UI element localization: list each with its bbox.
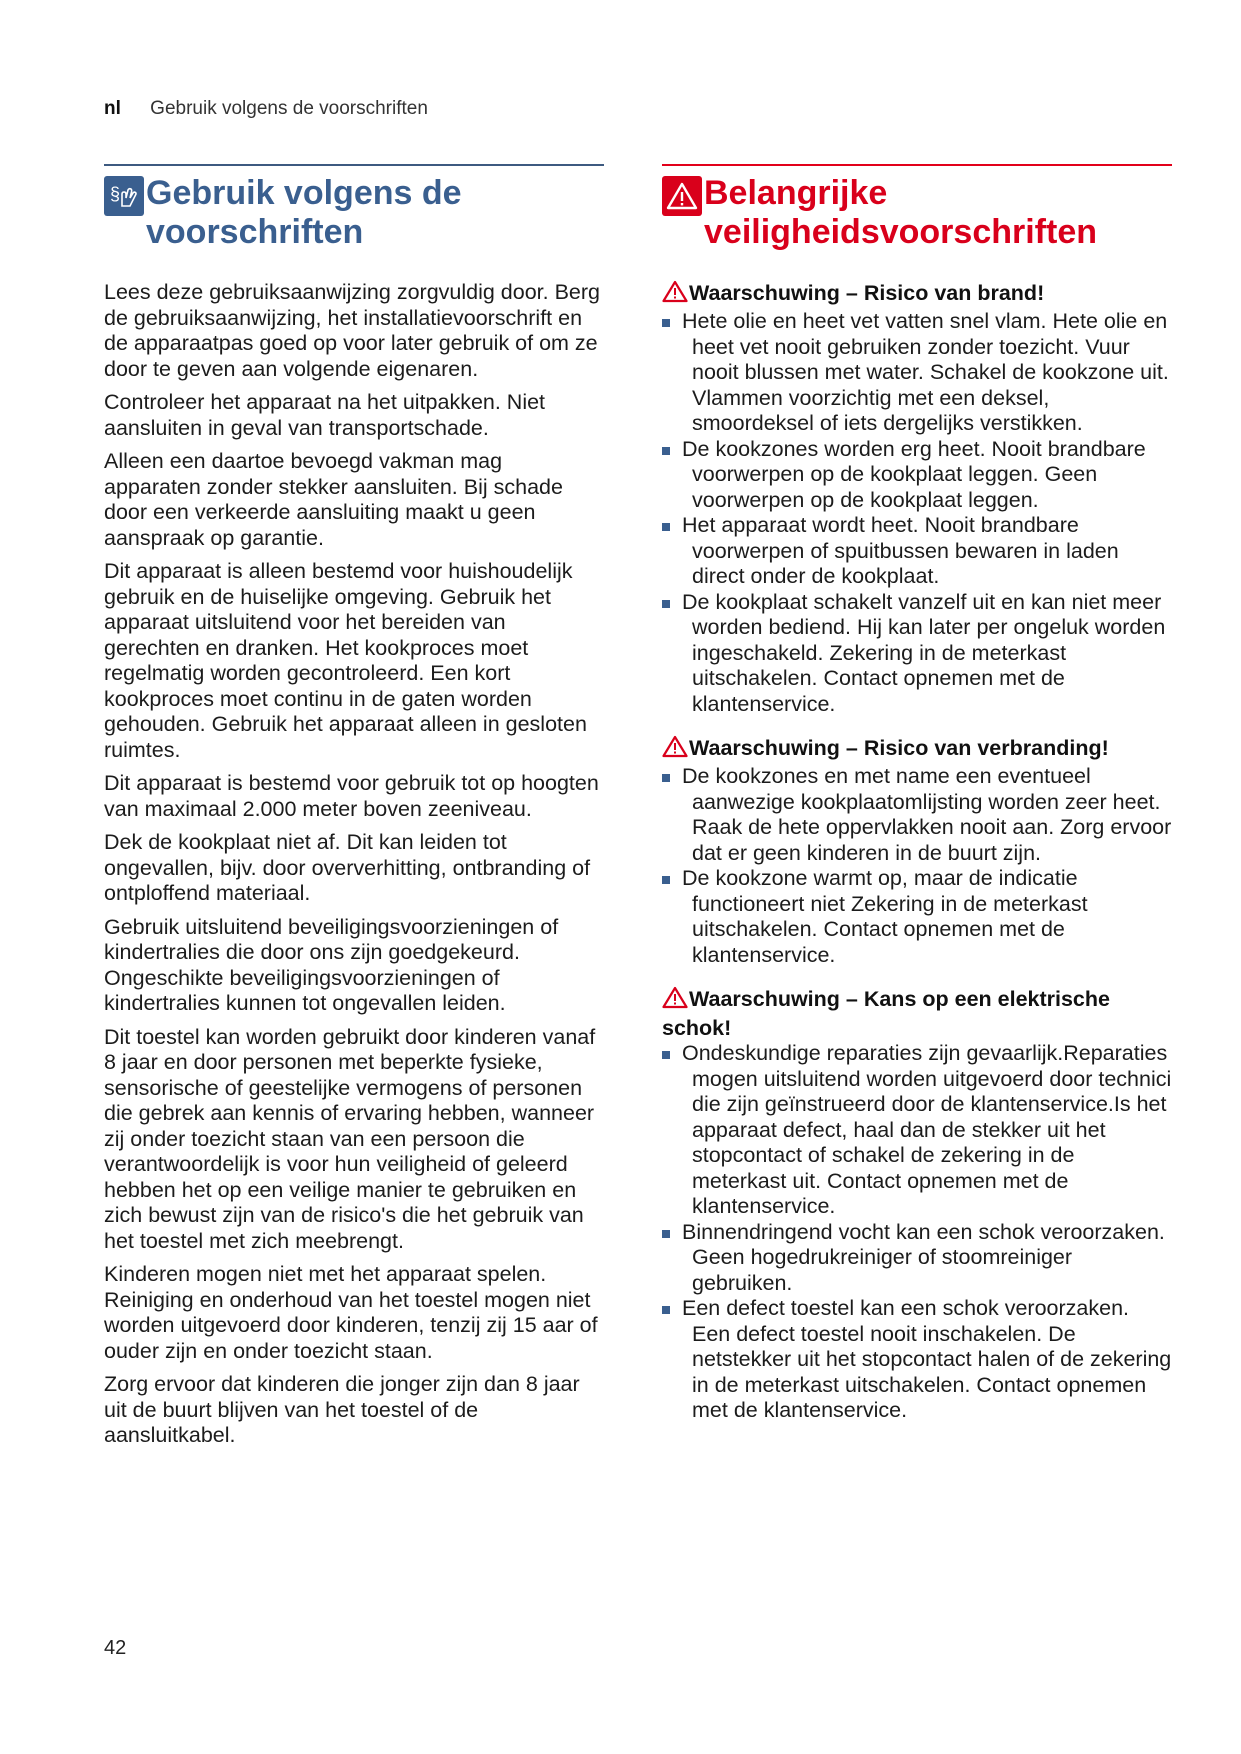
warning-triangle-icon [662, 176, 702, 216]
warning-icon [662, 735, 688, 764]
bullet-square-icon [662, 1306, 670, 1314]
warning-list [662, 764, 1172, 968]
title-line-2: veiligheidsvoorschriften [704, 213, 1097, 251]
section-rule [104, 164, 604, 166]
warning-fire [662, 280, 1172, 717]
warning-burn [662, 735, 1172, 968]
paragraph: Controleer het apparaat na het uitpakken. Niet aansluiten in geval van transportschade. [104, 390, 546, 440]
warning-icon [662, 280, 688, 309]
warning-heading-text: Waarschuwing – Risico van brand! [689, 281, 1045, 305]
list-item: Binnendringend vocht kan een schok veroorzaken. Geen hogedrukreiniger of stoomreiniger gebruiken. [662, 1220, 1172, 1297]
list-item: Een defect toestel kan een schok veroorzaken. Een defect toestel nooit inschakelen. De netstekker uit het stopcontact halen of de zekering in de meterkast uitschakelen. Contact opnemen met de klantenservice. [662, 1296, 1172, 1424]
language-code: nl [104, 98, 121, 119]
paragraph: Dek de kookplaat niet af. Dit kan leiden tot ongevallen, bijv. door oververhitting, ontbranding of ontploffend materiaal. [104, 830, 591, 905]
list-item: De kookzones en met name een eventueel aanwezige kookplaatomlijsting worden zeer heet. Raak de hete oppervlakken nooit aan. Zorg ervoor dat er geen kinderen in de buurt zijn. [662, 764, 1172, 866]
paragraph: Dit toestel kan worden gebruikt door kinderen vanaf 8 jaar en door personen met beperkte fysieke, sensorische of geestelijke vermogens of personen die gebrek aan kennis of ervaring hebben, wanneer zij onder toezicht staan van een persoon die verantwoordelijk is voor hun veiligheid of geleerd hebben het op een veilige manier te gebruiken en zich bewust zijn van de risico's die het gebruik van het toestel met zich meebrengt. [104, 1024, 596, 1253]
warning-icon [662, 986, 688, 1015]
left-column [104, 164, 604, 1457]
warning-shock [662, 986, 1172, 1424]
bullet-square-icon [662, 1230, 670, 1238]
page-number: 42 [104, 1637, 127, 1659]
title-line-1: Gebruik volgens de [146, 174, 462, 212]
list-item: De kookzones worden erg heet. Nooit brandbare voorwerpen op de kookplaat leggen. Geen voorwerpen op de kookplaat leggen. [662, 437, 1172, 514]
title-line-2: voorschriften [146, 213, 364, 251]
warning-list [662, 309, 1172, 717]
header-title: Gebruik volgens de voorschriften [150, 98, 428, 119]
list-item: Ondeskundige reparaties zijn gevaarlijk.Reparaties mogen uitsluitend worden uitgevoerd door technici die zijn geïnstrueerd door de klantenservice.Is het apparaat defect, haal dan de stekker uit het stopcontact of schakel de zekering in de meterkast uit. Contact opnemen met de klantenservice. [662, 1041, 1172, 1220]
list-item: De kookzone warmt op, maar de indicatie functioneert niet Zekering in de meterkast uitschakelen. Contact opnemen met de klantenservice. [662, 866, 1172, 968]
section-rule [662, 164, 1172, 166]
list-item: Hete olie en heet vet vatten snel vlam. Hete olie en heet vet nooit gebruiken zonder toezicht. Vuur nooit blussen met water. Schakel de kookzone uit. Vlammen voorzichtig met een deksel, smoordeksel of iets dergelijks verstikken. [662, 309, 1172, 437]
bullet-square-icon [662, 774, 670, 782]
paragraph: Kinderen mogen niet met het apparaat spelen. Reiniging en onderhoud van het toestel mogen niet worden uitgevoerd door kinderen, tenzij zij 15 aar of ouder zijn en onder toezicht staan. [104, 1262, 598, 1363]
section-title-safety [662, 174, 1172, 252]
bullet-square-icon [662, 876, 670, 884]
paragraph: Dit apparaat is alleen bestemd voor huishoudelijk gebruik en de huiselijke omgeving. Gebruik het apparaat uitsluitend voor het bereiden van gerechten en dranken. Het kookproces moet regelmatig worden gecontroleerd. Een kort kookproces moet continu in de gaten worden gehouden. Gebruik het apparaat alleen in gesloten ruimtes. [104, 559, 587, 762]
right-column [662, 164, 1172, 1442]
paragraph: Dit apparaat is bestemd voor gebruik tot op hoogten van maximaal 2.000 meter boven zeeniveau. [104, 771, 599, 821]
paragraph: Alleen een daartoe bevoegd vakman mag apparaten zonder stekker aansluiten. Bij schade door een verkeerde aansluiting maakt u geen aanspraak op garantie. [104, 449, 563, 550]
bullet-square-icon [662, 523, 670, 531]
section-title-text [146, 174, 462, 252]
warning-heading [662, 280, 1172, 309]
bullet-square-icon [662, 447, 670, 455]
list-item: De kookplaat schakelt vanzelf uit en kan niet meer worden bediend. Hij kan later per ongeluk worden ingeschakeld. Zekering in de meterkast uitschakelen. Contact opnemen met de klantenservice. [662, 590, 1172, 718]
warning-heading-text: Waarschuwing – Risico van verbranding! [689, 736, 1109, 760]
warning-heading [662, 986, 1172, 1041]
bullet-square-icon [662, 319, 670, 327]
warning-heading [662, 735, 1172, 764]
usage-icon [104, 176, 144, 216]
paragraph: Zorg ervoor dat kinderen die jonger zijn dan 8 jaar uit de buurt blijven van het toestel of de aansluitkabel. [104, 1372, 580, 1447]
bullet-square-icon [662, 600, 670, 608]
warning-heading-text: Waarschuwing – Kans op een elektrische schok! [662, 987, 1110, 1040]
section-title-text [704, 174, 1097, 252]
page-header [104, 98, 428, 120]
list-item: Het apparaat wordt heet. Nooit brandbare voorwerpen of spuitbussen bewaren in laden direct onder de kookplaat. [662, 513, 1172, 590]
svg-text:§: § [110, 184, 121, 204]
paragraph: Lees deze gebruiksaanwijzing zorgvuldig door. Berg de gebruiksaanwijzing, het installatievoorschrift en de apparaatpas goed op voor later gebruik of om ze door te geven aan volgende eigenaren. [104, 280, 601, 381]
warning-list [662, 1041, 1172, 1424]
paragraph: Gebruik uitsluitend beveiligingsvoorzieningen of kindertralies die door ons zijn goedgekeurd. Ongeschikte beveiligingsvoorzieningen of kindertralies kunnen tot ongevallen leiden. [104, 914, 559, 1015]
bullet-square-icon [662, 1051, 670, 1059]
title-line-1: Belangrijke [704, 174, 888, 212]
section-title-usage [104, 174, 604, 252]
